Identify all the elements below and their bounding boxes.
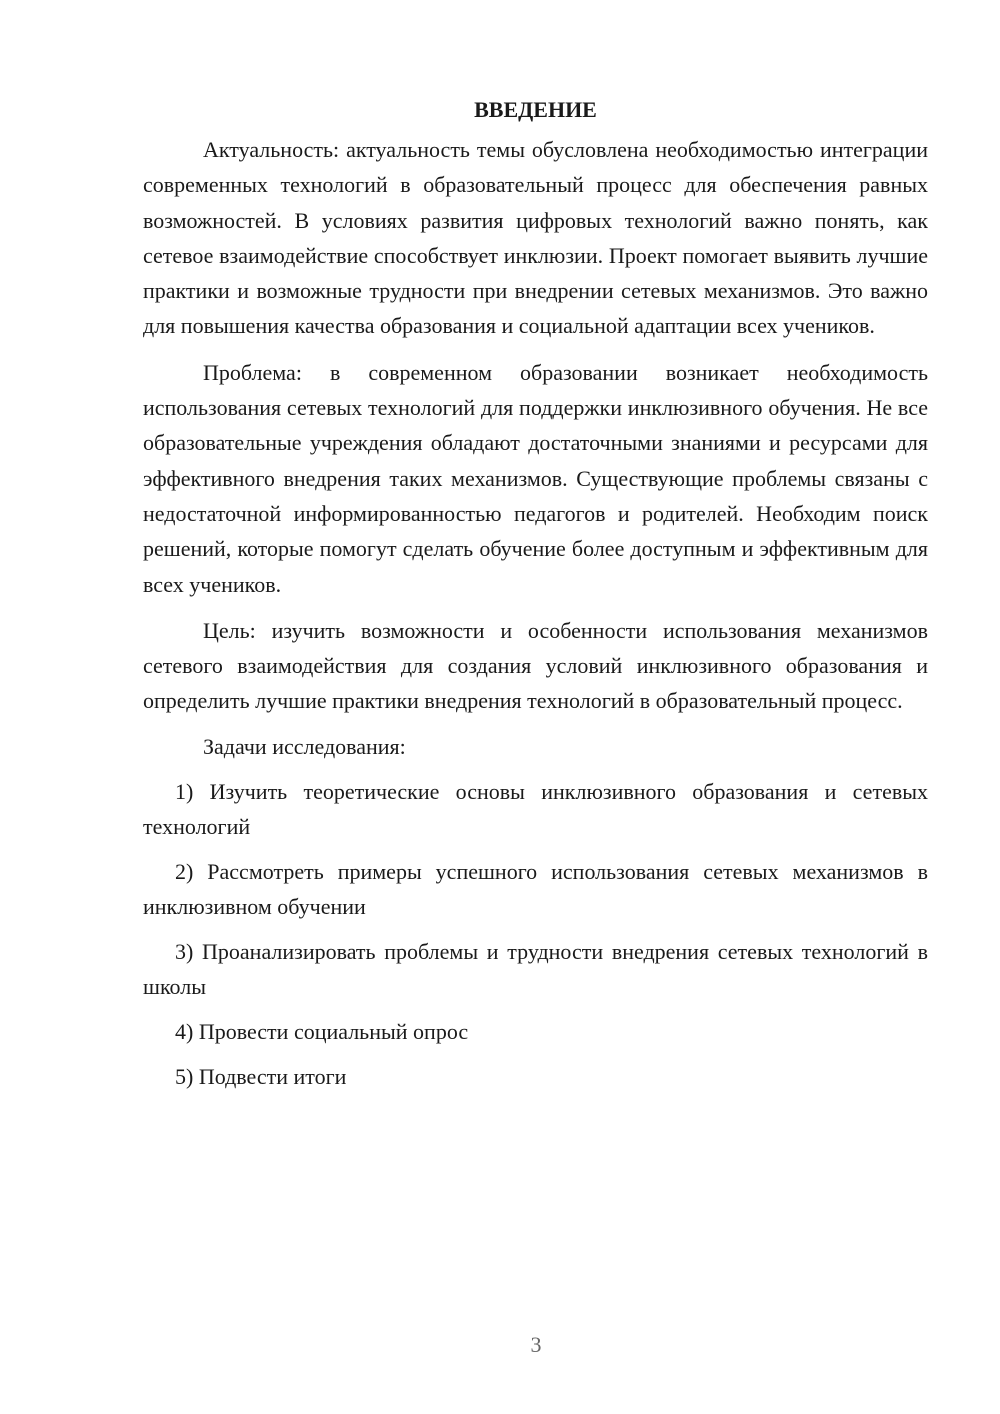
- paragraph-goal: Цель: изучить возможности и особенности использования механизмов сетевого взаимодействия для создания условий инклюзивного образования и определить лучшие практики внедрения технологий в образовательный процесс.: [143, 617, 928, 714]
- paragraph-problem: Проблема: в современном образовании возникает необходимость использования сетевых технологий для поддержки инклюзивного обучения. Не все образовательные учреждения обладают достаточными знаниями и ресурсами для эффективного внедрения таких механизмов. Существующие проблемы связаны с недостаточной информированностью педагогов и родителей. Необходим поиск решений, которые помогут сделать обучение более доступным и эффективным для всех учеников.: [143, 359, 928, 597]
- page-number: 3: [530, 1332, 542, 1357]
- paragraph-relevance: Актуальность: актуальность темы обусловлена необходимостью интеграции современных технологий в образовательный процесс для обеспечения равных возможностей. В условиях развития цифровых технологий важно понять, как сетевое взаимодействие способствует инклюзии. Проект помогает выявить лучшие практики и возможные трудности при внедрении сетевых механизмов. Это важно для повышения качества образования и социальной адаптации всех учеников.: [143, 137, 928, 339]
- task-item: 3) Проанализировать проблемы и трудности внедрения сетевых технологий в школы: [143, 938, 928, 999]
- section-title: ВВЕДЕНИЕ: [474, 97, 597, 122]
- task-item: 2) Рассмотреть примеры успешного использования сетевых механизмов в инклюзивном обучении: [143, 858, 928, 919]
- document-page: [143, 88, 928, 1104]
- task-item: 1) Изучить теоретические основы инклюзивного образования и сетевых технологий: [143, 778, 928, 839]
- task-item: 5) Подвести итоги: [175, 1063, 347, 1089]
- tasks-heading: Задачи исследования:: [203, 733, 406, 759]
- task-item: 4) Провести социальный опрос: [175, 1018, 469, 1044]
